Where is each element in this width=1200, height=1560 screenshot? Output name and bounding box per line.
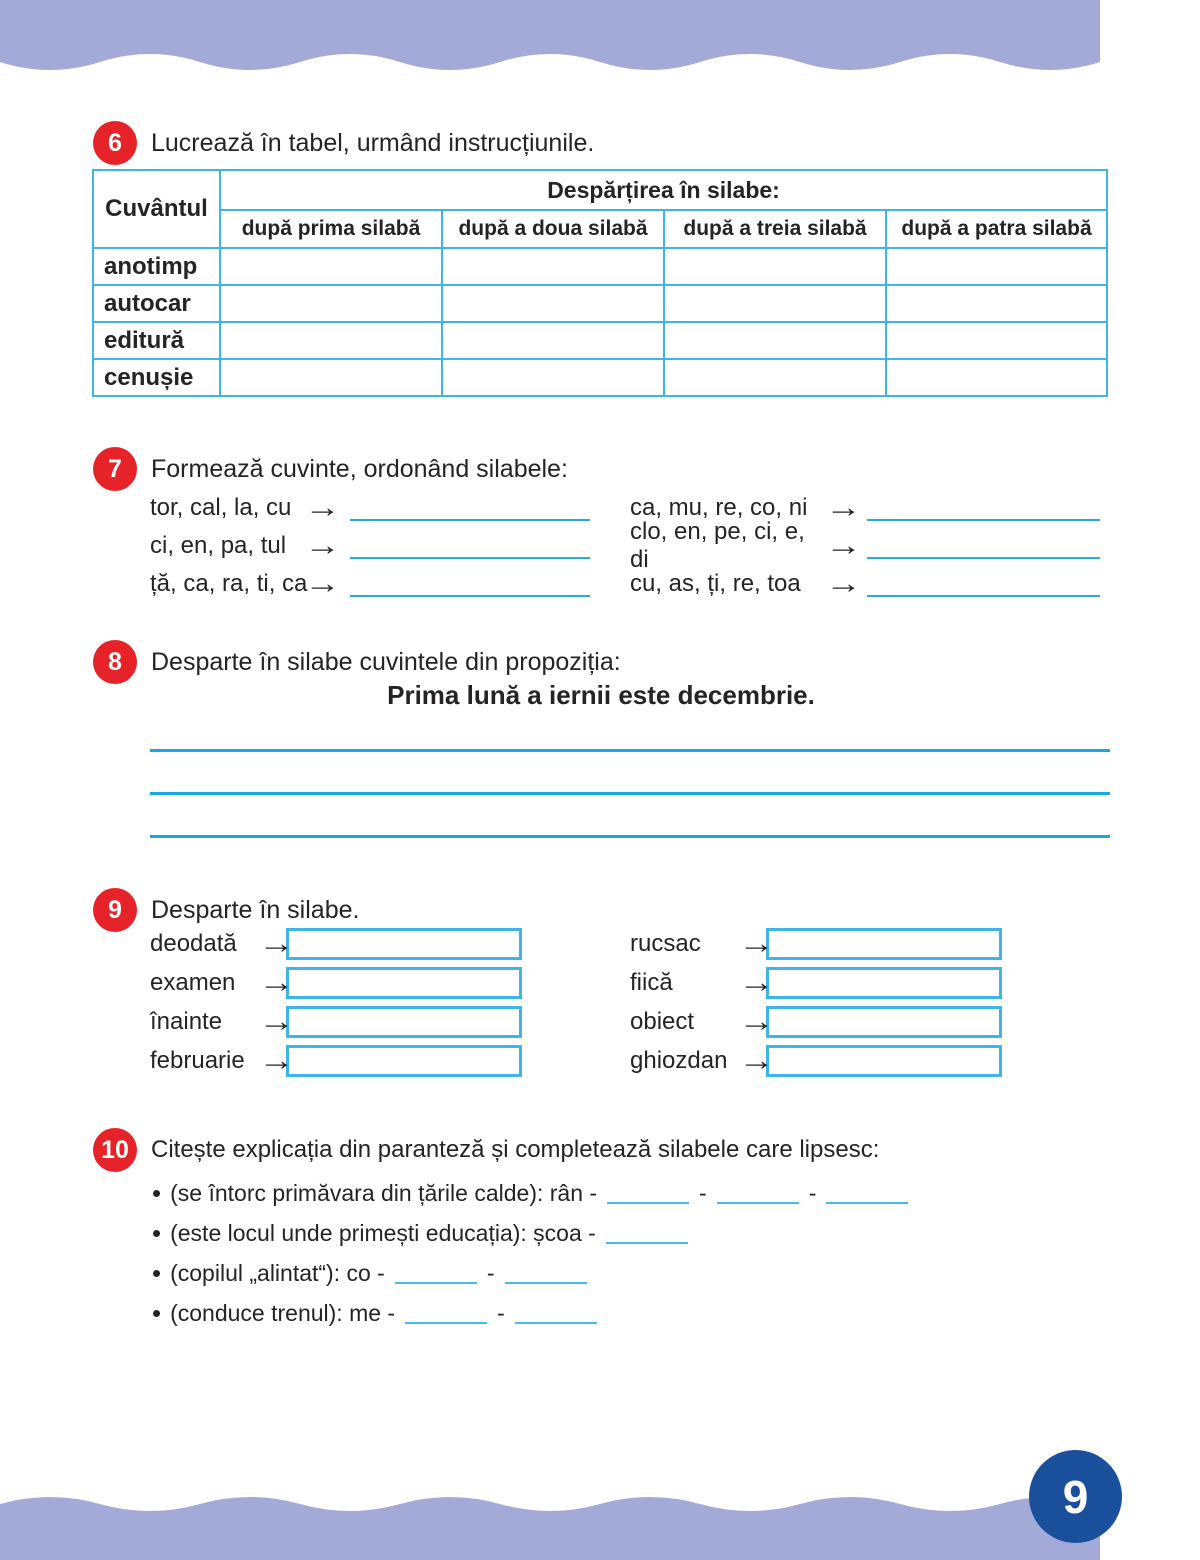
exercise-10-badge: 10 bbox=[93, 1128, 137, 1172]
table-col-header-2: după a doua silabă bbox=[442, 210, 664, 248]
exercise-9-right-column bbox=[630, 928, 1002, 1084]
arrow-icon bbox=[262, 930, 286, 959]
answer-cell[interactable] bbox=[220, 359, 442, 396]
table-header-word: Cuvântul bbox=[93, 170, 220, 248]
arrow-icon bbox=[308, 570, 350, 599]
blank-line[interactable] bbox=[515, 1302, 597, 1324]
syllable-row bbox=[150, 527, 608, 565]
table-col-header-1: după prima silabă bbox=[220, 210, 442, 248]
exercise-9-title: Desparte în silabe. bbox=[151, 895, 360, 924]
word-label: februarie bbox=[150, 1047, 245, 1074]
arrow-icon bbox=[742, 969, 766, 998]
answer-box[interactable] bbox=[286, 967, 522, 999]
arrow-icon bbox=[829, 532, 868, 561]
arrow-icon bbox=[308, 494, 350, 523]
table-row bbox=[93, 248, 1107, 285]
bullet-text: (copilul „alintat“): co - bbox=[170, 1259, 385, 1286]
arrow-icon bbox=[742, 1047, 766, 1076]
arrow-icon bbox=[742, 1008, 766, 1037]
answer-cell[interactable] bbox=[664, 285, 886, 322]
answer-cell[interactable] bbox=[442, 322, 664, 359]
table-col-header-4: după a patra silabă bbox=[886, 210, 1107, 248]
word-cell: anotimp bbox=[93, 248, 220, 285]
exercise-7-right-column bbox=[630, 489, 1100, 603]
syllable-row bbox=[630, 518, 1100, 573]
answer-cell[interactable] bbox=[664, 248, 886, 285]
word-row bbox=[150, 1006, 522, 1038]
word-row bbox=[630, 1006, 1002, 1038]
table-row bbox=[93, 359, 1107, 396]
answer-cell[interactable] bbox=[442, 359, 664, 396]
answer-cell[interactable] bbox=[220, 285, 442, 322]
syllables-label: clo, en, pe, ci, e, di bbox=[630, 518, 805, 573]
blank-line[interactable] bbox=[505, 1262, 587, 1284]
word-row bbox=[630, 967, 1002, 999]
exercise-10-title: Citește explicația din paranteză și completează silabele care lipsesc: bbox=[151, 1136, 880, 1163]
exercise-9-header bbox=[93, 888, 359, 932]
bullet-icon: • bbox=[152, 1257, 162, 1288]
answer-box[interactable] bbox=[766, 967, 1002, 999]
syllables-label: ca, mu, re, co, ni bbox=[630, 494, 808, 521]
answer-box[interactable] bbox=[766, 928, 1002, 960]
bullet-item bbox=[152, 1253, 1110, 1293]
word-cell: cenușie bbox=[93, 359, 220, 396]
answer-cell[interactable] bbox=[664, 322, 886, 359]
syllable-row bbox=[150, 565, 608, 603]
answer-line[interactable] bbox=[867, 495, 1100, 521]
exercise-10-bullets bbox=[152, 1173, 1110, 1333]
blank-line[interactable] bbox=[826, 1182, 908, 1204]
arrow-icon bbox=[262, 969, 286, 998]
bullet-item bbox=[152, 1173, 1110, 1213]
exercise-7-header bbox=[93, 447, 568, 491]
syllable-row bbox=[630, 565, 1100, 603]
exercise-9-left-column bbox=[150, 928, 522, 1084]
exercise-9-badge: 9 bbox=[93, 888, 137, 932]
word-label: examen bbox=[150, 969, 236, 996]
table-row bbox=[93, 322, 1107, 359]
word-label: obiect bbox=[630, 1008, 695, 1035]
blank-separator: - bbox=[486, 1259, 495, 1286]
bullet-text: (se întorc primăvara din țările calde): rân - bbox=[170, 1179, 598, 1206]
answer-cell[interactable] bbox=[442, 248, 664, 285]
answer-box[interactable] bbox=[766, 1045, 1002, 1077]
word-row bbox=[630, 928, 1002, 960]
answer-box[interactable] bbox=[286, 928, 522, 960]
answer-cell[interactable] bbox=[442, 285, 664, 322]
table-row bbox=[93, 285, 1107, 322]
arrow-icon bbox=[262, 1008, 286, 1037]
exercise-8-title: Desparte în silabe cuvintele din propoziția: bbox=[151, 647, 621, 676]
syllables-label: ță, ca, ra, ti, ca bbox=[150, 570, 308, 597]
exercise-6-header bbox=[93, 121, 594, 165]
word-label: ghiozdan bbox=[630, 1047, 728, 1074]
word-row bbox=[150, 928, 522, 960]
word-label: rucsac bbox=[630, 930, 701, 957]
blank-separator: - bbox=[808, 1179, 817, 1206]
word-label: înainte bbox=[150, 1008, 223, 1035]
answer-cell[interactable] bbox=[220, 322, 442, 359]
answer-box[interactable] bbox=[766, 1006, 1002, 1038]
answer-line[interactable] bbox=[867, 571, 1100, 597]
answer-cell[interactable] bbox=[886, 285, 1107, 322]
exercise-10-header bbox=[93, 1128, 879, 1172]
word-cell: editură bbox=[93, 322, 220, 359]
exercise-7-badge: 7 bbox=[93, 447, 137, 491]
table-col-header-3: după a treia silabă bbox=[664, 210, 886, 248]
writing-line[interactable] bbox=[150, 835, 1110, 838]
writing-line[interactable] bbox=[150, 792, 1110, 795]
exercise-6-title: Lucrează în tabel, urmând instrucțiunile. bbox=[151, 128, 595, 157]
bullet-text: (este locul unde primești educația): școa - bbox=[170, 1219, 596, 1246]
bottom-wave-band bbox=[0, 1490, 1200, 1560]
answer-line[interactable] bbox=[350, 533, 590, 559]
syllables-label: tor, cal, la, cu bbox=[150, 494, 292, 521]
answer-cell[interactable] bbox=[886, 322, 1107, 359]
page-number-badge: 9 bbox=[1029, 1450, 1122, 1543]
bullet-item bbox=[152, 1293, 1110, 1333]
exercise-8-badge: 8 bbox=[93, 640, 137, 684]
word-label: fiică bbox=[630, 969, 673, 996]
writing-line[interactable] bbox=[150, 749, 1110, 752]
table-header-group: Despărțirea în silabe: bbox=[220, 170, 1107, 210]
blank-line[interactable] bbox=[405, 1302, 487, 1324]
blank-separator: - bbox=[497, 1299, 505, 1326]
answer-line[interactable] bbox=[350, 571, 590, 597]
blank-separator: - bbox=[699, 1179, 707, 1206]
answer-box[interactable] bbox=[286, 1006, 522, 1038]
arrow-icon bbox=[742, 930, 766, 959]
bullet-icon: • bbox=[152, 1177, 162, 1208]
answer-cell[interactable] bbox=[886, 248, 1107, 285]
syllable-table bbox=[92, 169, 1108, 397]
arrow-icon bbox=[829, 494, 868, 523]
word-row bbox=[150, 967, 522, 999]
blank-line[interactable] bbox=[395, 1262, 477, 1284]
blank-line[interactable] bbox=[606, 1222, 688, 1244]
sentence-to-split: Prima lună a iernii este decembrie. bbox=[387, 680, 815, 710]
answer-line[interactable] bbox=[867, 533, 1100, 559]
word-row bbox=[630, 1045, 1002, 1077]
answer-cell[interactable] bbox=[220, 248, 442, 285]
bullet-text: (conduce trenul): me - bbox=[170, 1299, 396, 1326]
word-cell: autocar bbox=[93, 285, 220, 322]
arrow-icon bbox=[829, 570, 868, 599]
bullet-item bbox=[152, 1213, 1110, 1253]
top-wave-band bbox=[0, 0, 1200, 78]
word-row bbox=[150, 1045, 522, 1077]
syllables-label: cu, as, ți, re, toa bbox=[630, 570, 801, 597]
syllables-label: ci, en, pa, tul bbox=[150, 532, 287, 559]
answer-cell[interactable] bbox=[886, 359, 1107, 396]
blank-line[interactable] bbox=[717, 1182, 799, 1204]
answer-cell[interactable] bbox=[664, 359, 886, 396]
answer-line[interactable] bbox=[350, 495, 590, 521]
exercise-7-title: Formează cuvinte, ordonând silabele: bbox=[151, 454, 568, 483]
arrow-icon bbox=[308, 532, 350, 561]
word-label: deodată bbox=[150, 930, 237, 957]
exercise-7-left-column bbox=[150, 489, 608, 603]
exercise-6-badge: 6 bbox=[93, 121, 137, 165]
bullet-icon: • bbox=[152, 1217, 162, 1248]
answer-box[interactable] bbox=[286, 1045, 522, 1077]
bullet-icon: • bbox=[152, 1297, 162, 1328]
blank-line[interactable] bbox=[607, 1182, 689, 1204]
arrow-icon bbox=[262, 1047, 286, 1076]
exercise-8-header bbox=[93, 640, 621, 684]
syllable-row bbox=[150, 489, 608, 527]
